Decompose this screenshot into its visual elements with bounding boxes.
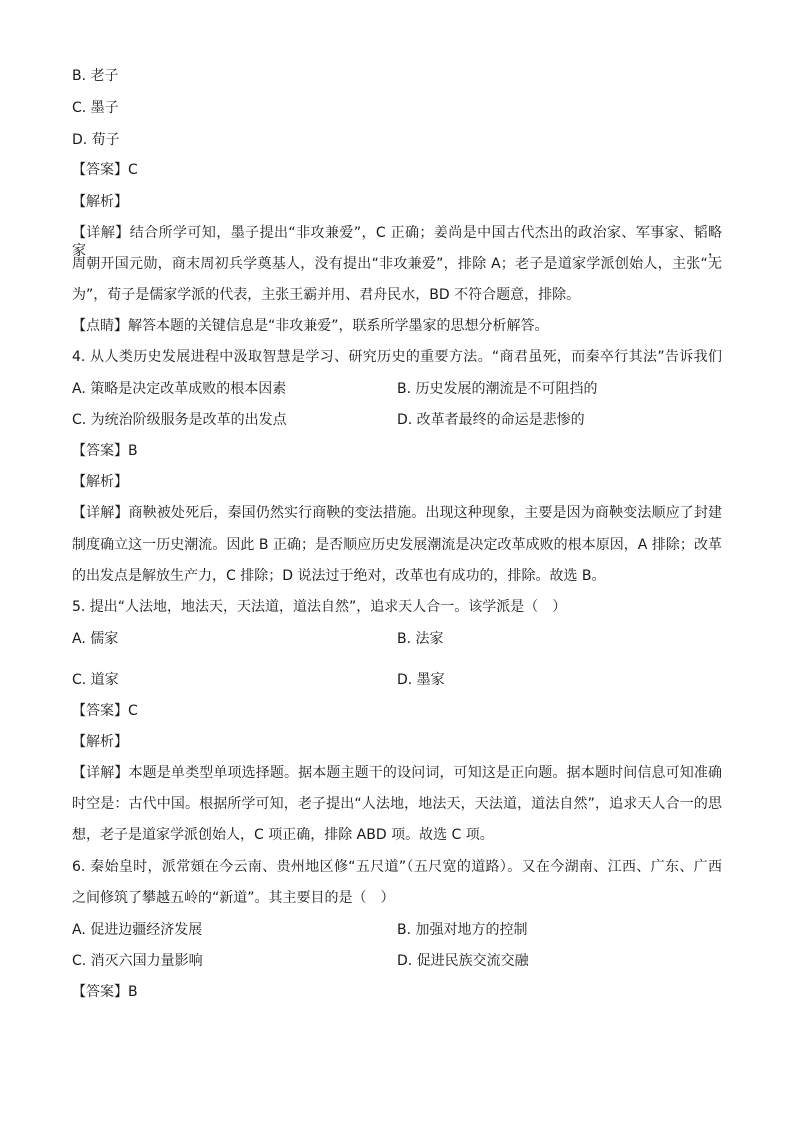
- q3-option-c: C. 墨子: [72, 100, 119, 116]
- q3-note: 【点睛】解答本题的关键信息是“非攻兼爱”，联系所学墨家的思想分析解答。: [72, 318, 549, 334]
- q6-option-b: B. 加强对地方的控制: [397, 922, 528, 938]
- q3-detail-line-2: 周朝开国元勋，商末周初兵学奠基人，没有提出“非攻兼爱”，排除 A；老子是道家学派创始人，主张“无: [72, 256, 722, 272]
- q5-detail-line-3: 想，老子是道家学派创始人，C 项正确，排除 ABD 项。故选 C 项。: [72, 827, 494, 843]
- q3-analysis-label: 【解析】: [72, 194, 128, 210]
- q5-detail-line-2: 时空是：古代中国。根据所学可知，老子提出“人法地，地法天，天法道，道法自然”，追求天人合一的思: [72, 796, 722, 812]
- q6-stem-line-2: 之间修筑了攀越五岭的“新道”。其主要目的是（ ）: [72, 890, 395, 906]
- q4-detail-line-3: 的出发点是解放生产力，C 排除；D 说法过于绝对，改革也有成功的，排除。故选 B。: [72, 568, 606, 584]
- q6-option-d: D. 促进民族交流交融: [397, 953, 529, 969]
- q5-analysis-label: 【解析】: [72, 734, 128, 750]
- q3-detail-line-3: 为”，荀子是儒家学派的代表，主张王霸并用、君舟民水，BD 不符合题意，排除。: [72, 287, 581, 303]
- q3-option-b: B. 老子: [72, 68, 119, 84]
- q6-stem-line-1: 6. 秦始皇时，派常頞在今云南、贵州地区修“五尺道”（五尺宽的道路）。又在今湖南、江西、广东、广西: [72, 859, 722, 875]
- q4-option-b: B. 历史发展的潮流是不可阻挡的: [397, 381, 598, 397]
- q4-detail-line-1: 【详解】商鞅被处死后，秦国仍然实行商鞅的变法措施。出现这种现象，主要是因为商鞅变法顺应了封建: [72, 505, 722, 521]
- q5-stem: 5. 提出“人法地，地法天，天法道，道法自然”，追求天人合一。该学派是（ ）: [72, 599, 567, 615]
- q4-analysis-label: 【解析】: [72, 474, 128, 490]
- q4-detail-line-2: 制度确立这一历史潮流。因此 B 正确；是否顺应历史发展潮流是决定改革成败的根本原因，A 排除；改革: [72, 537, 722, 553]
- q3-option-d: D. 荀子: [72, 132, 120, 148]
- q5-option-b: B. 法家: [397, 631, 444, 647]
- q5-option-d: D. 墨家: [397, 672, 445, 688]
- q4-option-d: D. 改革者最终的命运是悲惨的: [397, 412, 585, 428]
- q3-answer: 【答案】C: [72, 162, 138, 178]
- q5-option-a: A. 儒家: [72, 631, 119, 647]
- q5-detail-line-1: 【详解】本题是单类型单项选择题。据本题主题干的设问词，可知这是正向题。据本题时间信息可知准确: [72, 765, 722, 781]
- q4-stem: 4. 从人类历史发展进程中汲取智慧是学习、研究历史的重要方法。“商君虽死，而秦卒行其法”告诉我们: [72, 349, 722, 365]
- q4-option-c: C. 为统治阶级服务是改革的出发点: [72, 412, 287, 428]
- q6-option-a: A. 促进边疆经济发展: [72, 922, 203, 938]
- q5-option-c: C. 道家: [72, 672, 119, 688]
- q5-answer: 【答案】C: [72, 703, 138, 719]
- q4-option-a: A. 策略是决定改革成败的根本因素: [72, 381, 287, 397]
- q6-answer: 【答案】B: [72, 984, 138, 1000]
- q4-answer: 【答案】B: [72, 443, 138, 459]
- q3-detail-line-1: 【详解】结合所学可知，墨子提出“非攻兼爱”，C 正确；姜尚是中国古代杰出的政治家、军事家、韬略家，: [72, 225, 722, 259]
- q6-option-c: C. 消灭六国力量影响: [72, 953, 203, 969]
